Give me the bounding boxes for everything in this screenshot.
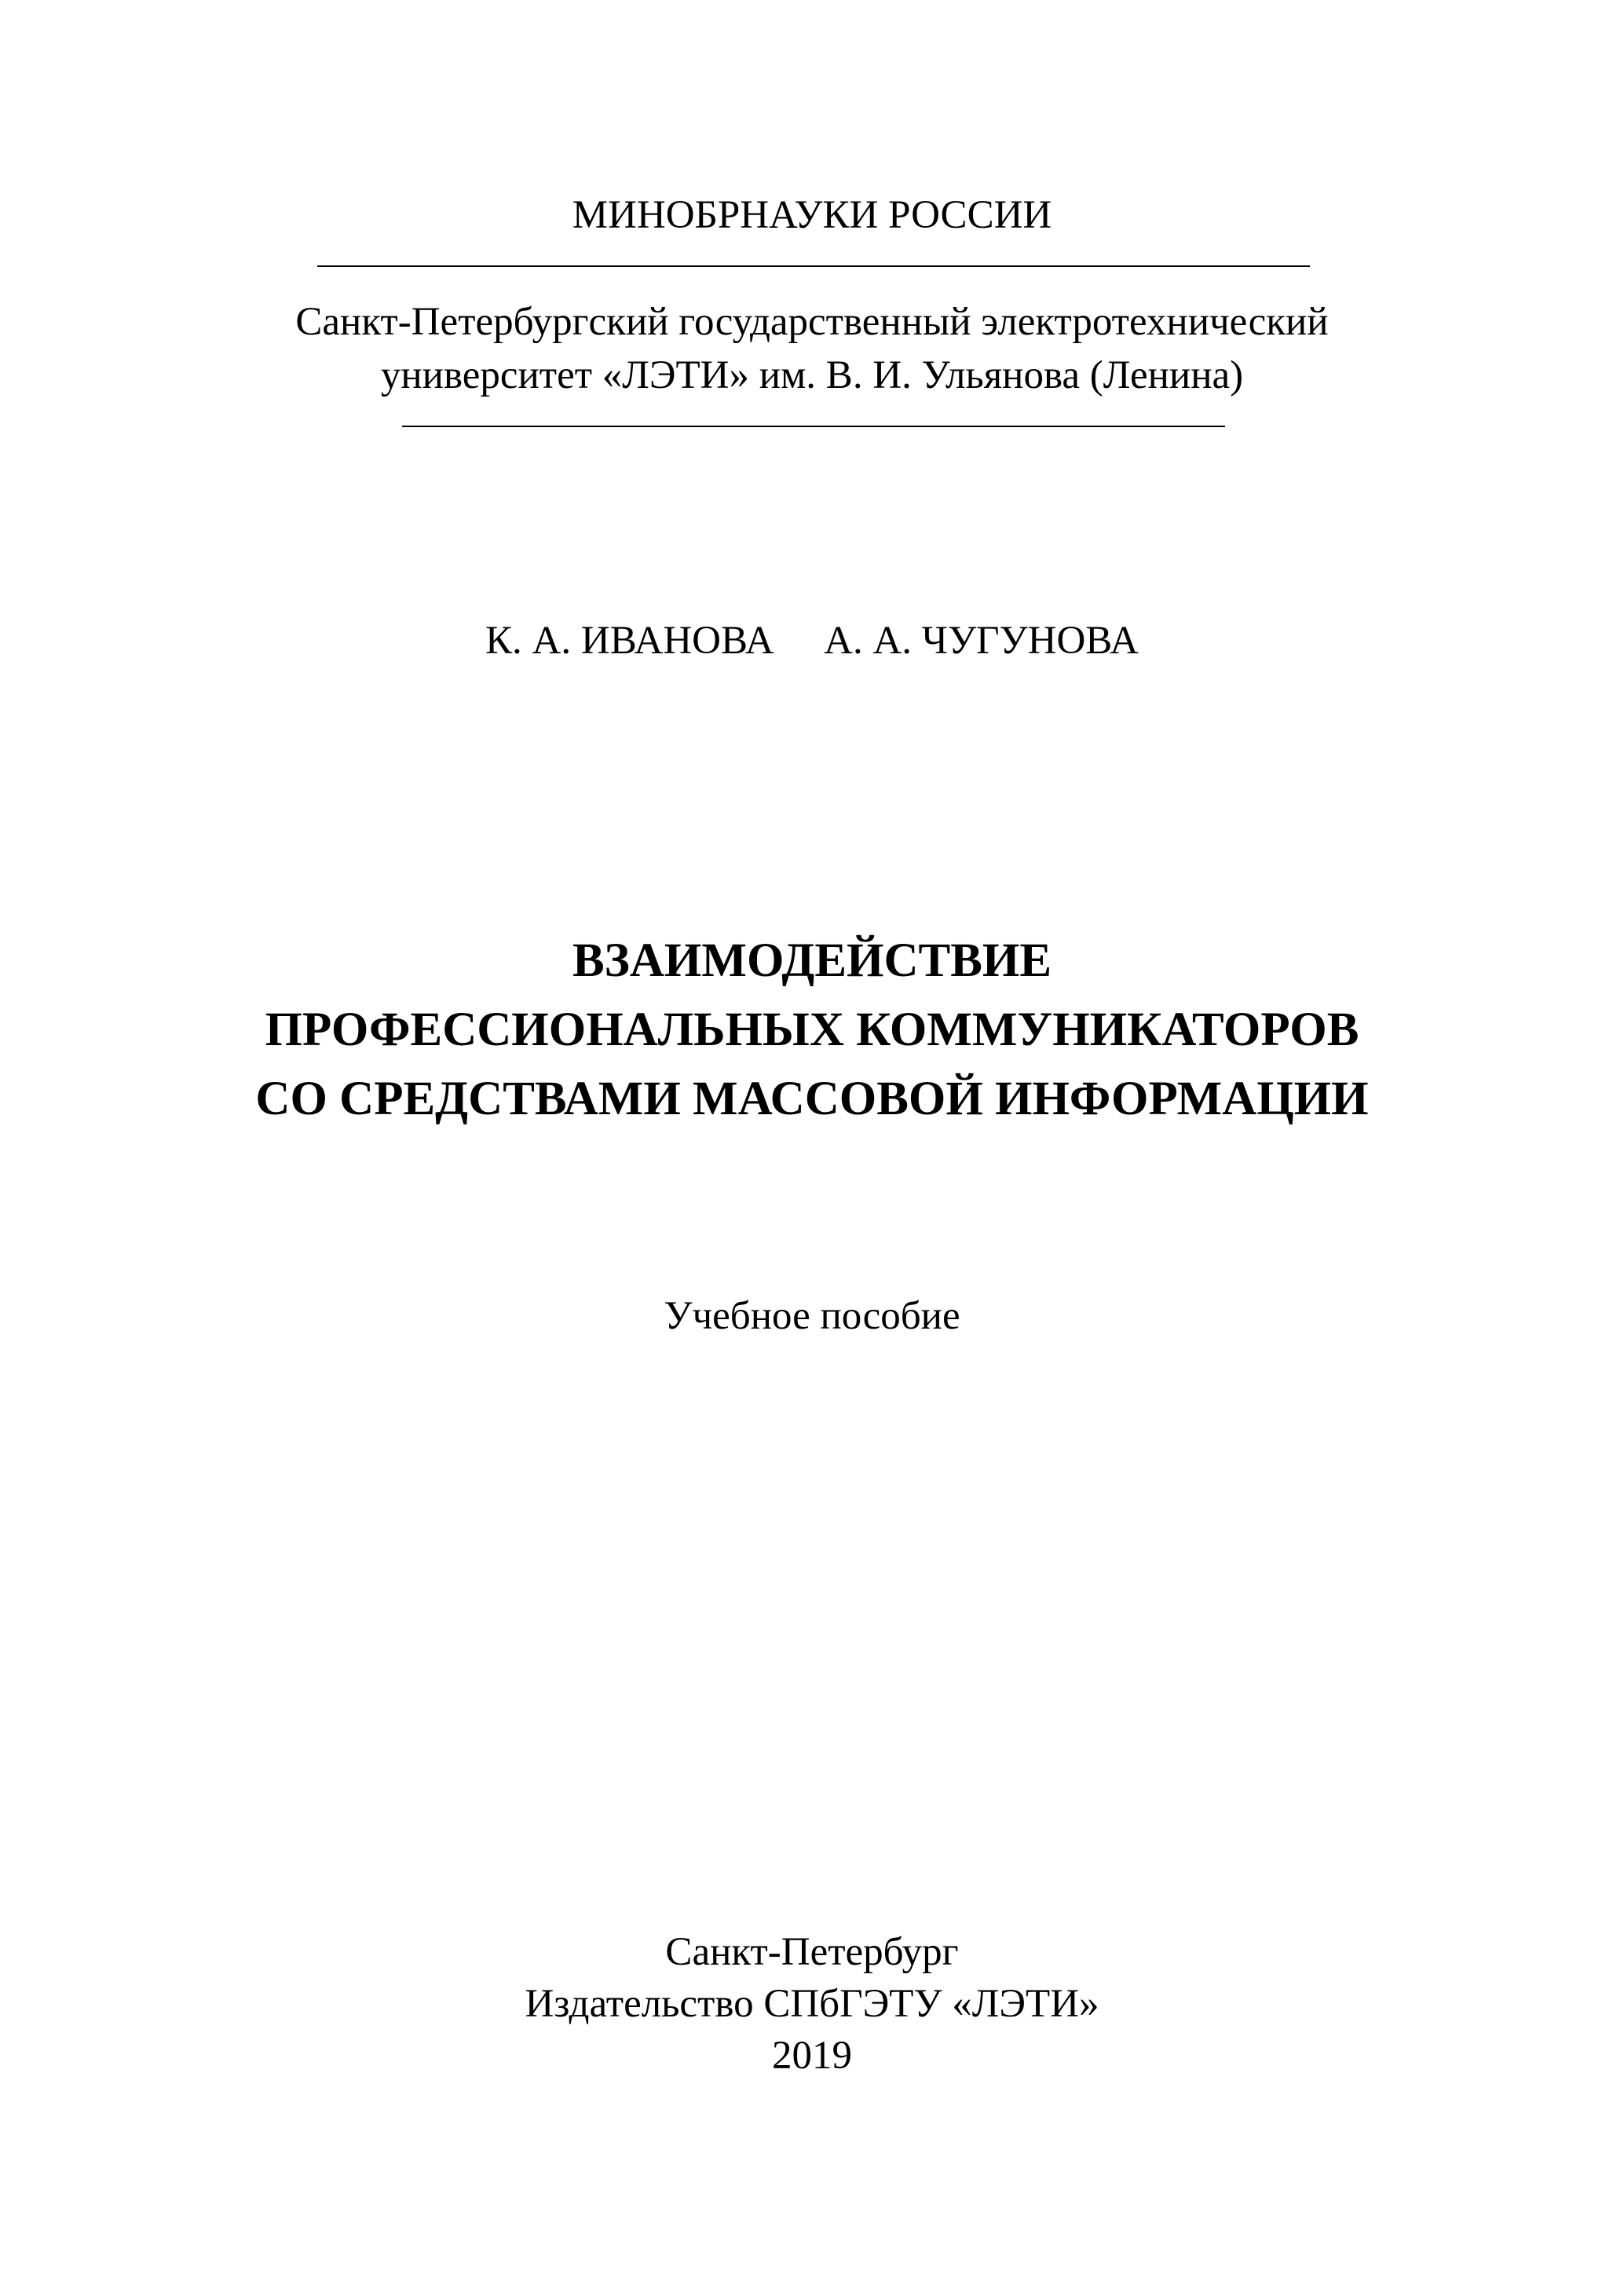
authors — [0, 617, 1624, 664]
document-type: Учебное пособие — [664, 1294, 960, 1338]
university-name-line-1: Санкт-Петербургский государственный электротехнический — [295, 300, 1329, 344]
header-divider-bottom — [402, 426, 1225, 427]
document-title — [0, 927, 1624, 1134]
author-1: К. А. ИВАНОВА — [485, 619, 774, 663]
title-line-1: ВЗАИМОДЕЙСТВИЕ — [572, 934, 1052, 987]
imprint-year: 2019 — [772, 2034, 852, 2078]
author-2: А. А. ЧУГУНОВА — [824, 619, 1139, 663]
header-divider-top — [317, 265, 1310, 267]
title-line-2: ПРОФЕССИОНАЛЬНЫХ КОММУНИКАТОРОВ — [265, 1004, 1359, 1056]
university-name-line-2: университет «ЛЭТИ» им. В. И. Ульянова (Ленина) — [380, 353, 1244, 397]
imprint-publisher: Издательство СПбГЭТУ «ЛЭТИ» — [525, 1982, 1099, 2026]
title-line-3: СО СРЕДСТВАМИ МАССОВОЙ ИНФОРМАЦИИ — [255, 1073, 1369, 1125]
imprint-city: Санкт-Петербург — [665, 1930, 959, 1974]
ministry-name: МИНОБРНАУКИ РОССИИ — [572, 193, 1052, 237]
